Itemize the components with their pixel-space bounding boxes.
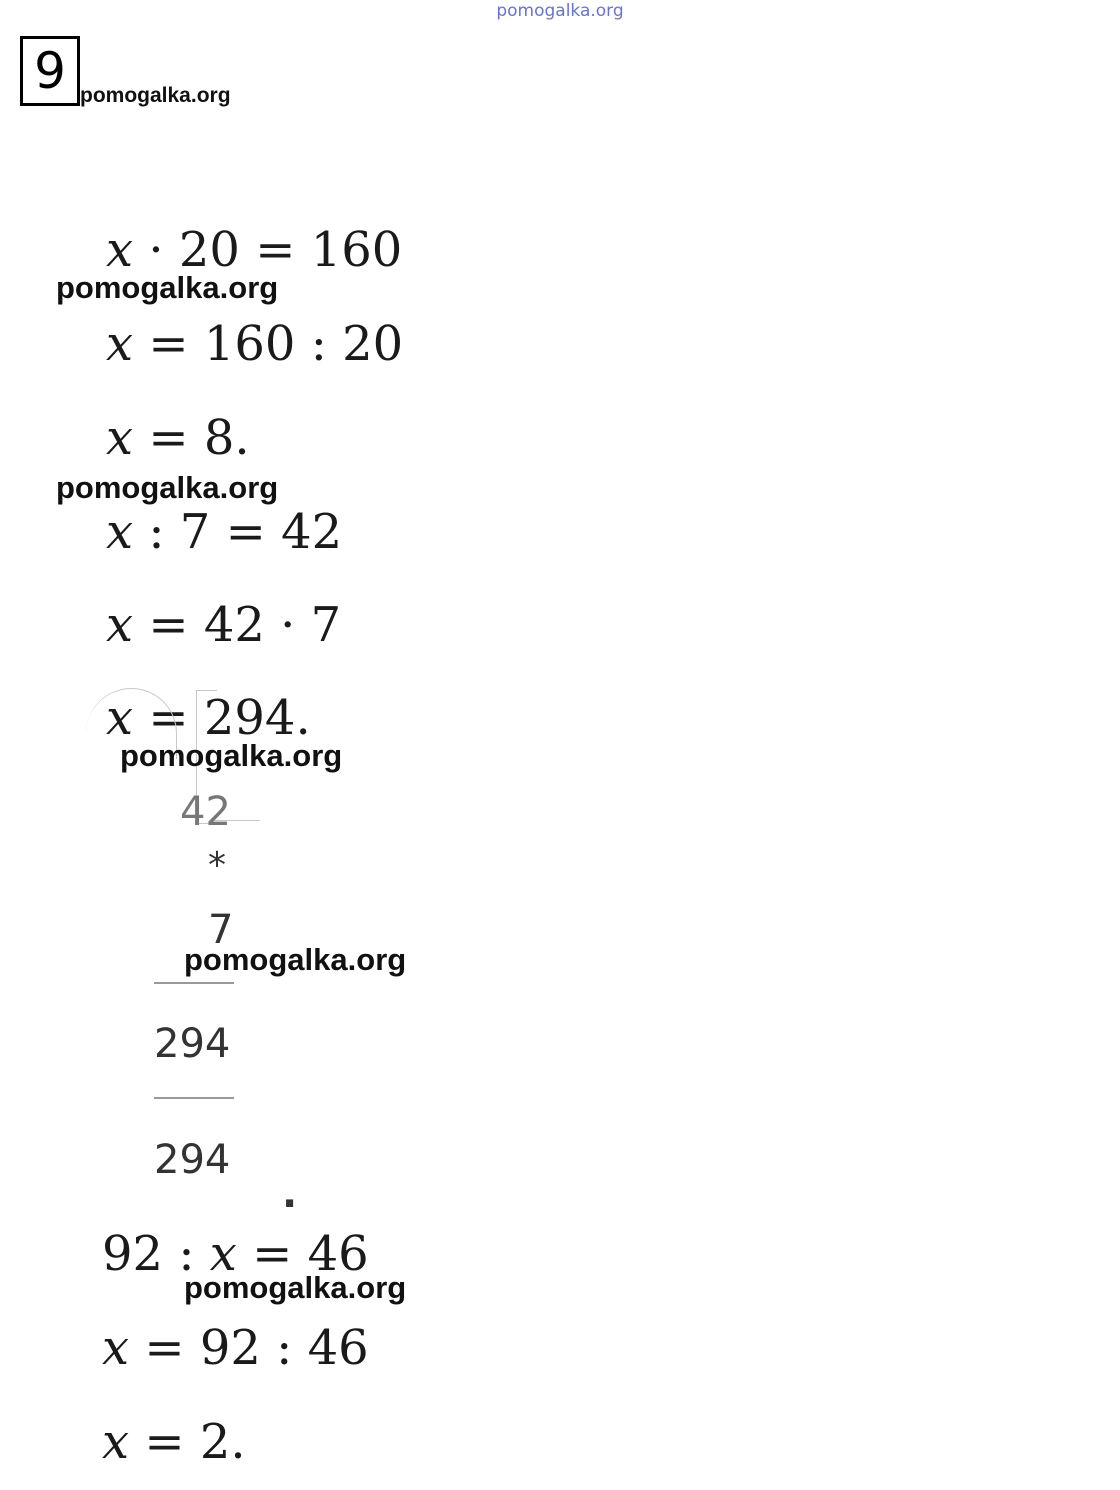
column-operator: * xyxy=(208,845,226,886)
task-number-badge: 9 xyxy=(20,36,80,106)
watermark-2: pomogalka.org xyxy=(56,470,279,505)
watermark-4: pomogalka.org xyxy=(184,942,407,977)
site-name-top[interactable]: pomogalka.org xyxy=(496,1,624,21)
eq2-line2 xyxy=(106,597,341,653)
variable-x: x xyxy=(106,597,134,653)
eq3-line2 xyxy=(102,1320,369,1376)
variable-x: x xyxy=(106,410,134,466)
eq2-line3-text: = 294. xyxy=(148,690,311,746)
eq1-line2 xyxy=(106,316,403,372)
eq3-line1-right: = 46 xyxy=(252,1226,369,1282)
column-multiplier: 7 xyxy=(208,907,234,953)
header-watermark: pomogalka.org xyxy=(80,84,231,107)
eq3-line3 xyxy=(102,1414,246,1470)
variable-x: x xyxy=(106,222,134,278)
eq1-line3-text: = 8. xyxy=(148,410,250,466)
eq3-line2-text: = 92 : 46 xyxy=(144,1320,369,1376)
eq1-line3 xyxy=(106,410,250,466)
variable-x: x xyxy=(106,504,134,560)
column-end-mark: . xyxy=(282,1171,298,1217)
column-result: 294 xyxy=(154,1137,231,1183)
column-multiplicand: 42 xyxy=(180,789,231,835)
eq2-line1 xyxy=(106,504,342,560)
column-partial: 294 xyxy=(154,1021,231,1067)
eq2-line2-text: = 42 · 7 xyxy=(148,597,342,653)
variable-x: x xyxy=(209,1226,237,1282)
variable-x: x xyxy=(102,1320,130,1376)
eq1-line1-text: 20 = 160 xyxy=(178,222,403,278)
dot-operator: · xyxy=(148,222,164,278)
variable-x: x xyxy=(106,316,134,372)
eq3-line1-left: 92 : xyxy=(102,1226,195,1282)
variable-x: x xyxy=(106,690,134,746)
column-rule-2 xyxy=(154,1097,234,1099)
eq1-line2-text: = 160 : 20 xyxy=(148,316,404,372)
eq3-line3-text: = 2. xyxy=(144,1414,246,1470)
eq2-line1-text: : 7 = 42 xyxy=(148,504,343,560)
column-rule-1 xyxy=(154,982,234,984)
watermark-1: pomogalka.org xyxy=(56,270,279,305)
variable-x: x xyxy=(102,1414,130,1470)
watermark-3: pomogalka.org xyxy=(120,738,343,773)
watermark-5: pomogalka.org xyxy=(184,1270,407,1305)
